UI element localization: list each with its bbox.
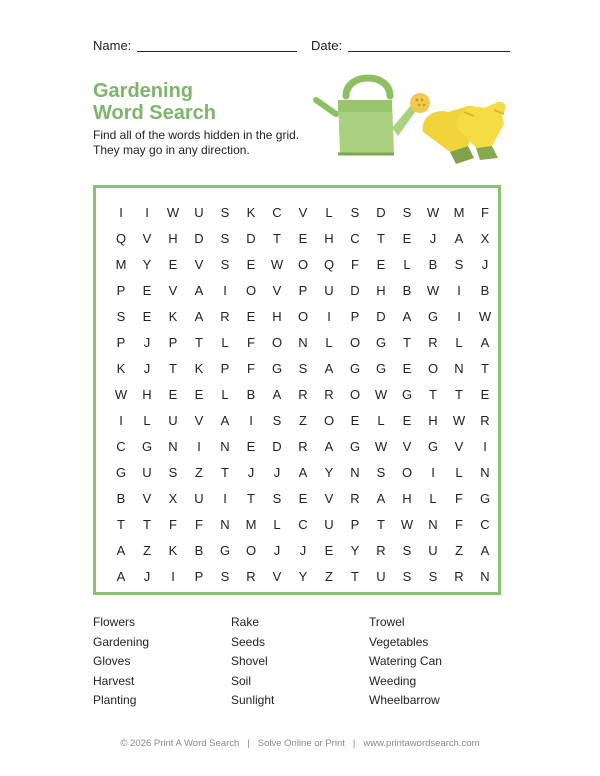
- grid-cell[interactable]: H: [142, 387, 152, 402]
- grid-cell[interactable]: I: [249, 413, 253, 428]
- grid-cell[interactable]: I: [431, 465, 435, 480]
- grid-cell[interactable]: A: [194, 283, 204, 298]
- word-list-item: Sunlight: [231, 693, 275, 707]
- grid-cell[interactable]: O: [349, 335, 361, 350]
- grid-cell[interactable]: L: [403, 257, 411, 272]
- grid-cell[interactable]: I: [327, 309, 331, 324]
- grid-cell[interactable]: U: [324, 517, 334, 532]
- grid-cell[interactable]: G: [479, 491, 491, 506]
- grid-cell[interactable]: T: [429, 387, 437, 402]
- grid-cell[interactable]: S: [428, 569, 438, 584]
- grid-cell[interactable]: E: [376, 257, 386, 272]
- grid-cell[interactable]: N: [298, 335, 308, 350]
- grid-cell[interactable]: A: [298, 465, 308, 480]
- grid-cell[interactable]: Y: [350, 543, 360, 558]
- grid-cell[interactable]: S: [220, 231, 230, 246]
- grid-cell[interactable]: Q: [115, 231, 127, 246]
- grid-cell[interactable]: T: [273, 231, 281, 246]
- grid-cell[interactable]: R: [480, 413, 490, 428]
- grid-cell[interactable]: G: [375, 361, 387, 376]
- grid-cell[interactable]: R: [324, 387, 334, 402]
- grid-row: [108, 564, 498, 590]
- grid-cell[interactable]: S: [402, 569, 412, 584]
- date-line: [348, 51, 510, 52]
- grid-cell[interactable]: D: [350, 283, 360, 298]
- grid-cell[interactable]: L: [455, 335, 463, 350]
- word-column: [369, 613, 499, 711]
- grid-cell[interactable]: R: [220, 309, 230, 324]
- grid-cell[interactable]: S: [402, 543, 412, 558]
- grid-cell[interactable]: V: [142, 491, 152, 506]
- name-line: [137, 51, 297, 52]
- grid-cell[interactable]: P: [350, 309, 360, 324]
- grid-cell[interactable]: J: [143, 335, 151, 350]
- grid-cell[interactable]: O: [245, 543, 257, 558]
- grid-cell[interactable]: V: [402, 439, 412, 454]
- grid-cell[interactable]: L: [377, 413, 385, 428]
- grid-cell[interactable]: N: [220, 517, 230, 532]
- grid-cell[interactable]: C: [480, 517, 490, 532]
- grid-cell[interactable]: F: [455, 491, 463, 506]
- grid-cell[interactable]: C: [298, 517, 308, 532]
- grid-cell[interactable]: A: [454, 231, 464, 246]
- grid-cell[interactable]: P: [298, 283, 308, 298]
- grid-cell[interactable]: L: [273, 517, 281, 532]
- grid-cell[interactable]: Q: [323, 257, 335, 272]
- word-list-item: Weeding: [369, 673, 417, 688]
- grid-cell[interactable]: U: [428, 543, 438, 558]
- grid-cell[interactable]: E: [402, 413, 412, 428]
- grid-cell[interactable]: W: [452, 413, 466, 428]
- word-list-item: Gloves: [93, 654, 131, 668]
- grid-cell[interactable]: P: [116, 335, 126, 350]
- grid-cell[interactable]: G: [349, 361, 361, 376]
- grid-cell[interactable]: P: [116, 283, 126, 298]
- grid-cell[interactable]: R: [454, 569, 464, 584]
- grid-cell[interactable]: W: [374, 439, 388, 454]
- grid-cell[interactable]: P: [194, 569, 204, 584]
- grid-cell[interactable]: I: [457, 309, 461, 324]
- instructions-line-2: They may go in any direction.: [93, 143, 250, 157]
- grid-cell[interactable]: H: [376, 283, 386, 298]
- grid-cell[interactable]: E: [246, 309, 256, 324]
- grid-cell[interactable]: O: [427, 361, 439, 376]
- grid-cell[interactable]: B: [402, 283, 412, 298]
- word-column: [93, 613, 223, 711]
- grid-row: [108, 226, 498, 252]
- grid-cell[interactable]: Z: [325, 569, 333, 584]
- grid-cell[interactable]: T: [403, 335, 411, 350]
- grid-cell[interactable]: D: [194, 231, 204, 246]
- grid-cell[interactable]: S: [272, 413, 282, 428]
- grid-cell[interactable]: X: [480, 231, 490, 246]
- grid-cell[interactable]: A: [376, 491, 386, 506]
- grid-cell[interactable]: D: [376, 205, 386, 220]
- grid-cell[interactable]: V: [194, 413, 204, 428]
- grid-cell[interactable]: W: [400, 517, 414, 532]
- grid-cell[interactable]: W: [166, 205, 180, 220]
- grid-cell[interactable]: I: [197, 439, 201, 454]
- word-list-item: Watering Can: [369, 654, 442, 668]
- grid-cell[interactable]: B: [246, 387, 256, 402]
- word-column: [231, 613, 361, 711]
- grid-cell[interactable]: K: [246, 205, 256, 220]
- grid-cell[interactable]: T: [455, 387, 463, 402]
- grid-cell[interactable]: N: [168, 439, 178, 454]
- grid-cell[interactable]: E: [246, 257, 256, 272]
- grid-cell[interactable]: S: [272, 491, 282, 506]
- grid-cell[interactable]: G: [427, 439, 439, 454]
- grid-cell[interactable]: E: [402, 231, 412, 246]
- grid-cell[interactable]: N: [454, 361, 464, 376]
- grid-cell[interactable]: L: [325, 205, 333, 220]
- grid-cell[interactable]: O: [297, 257, 309, 272]
- grid-cell[interactable]: P: [220, 361, 230, 376]
- grid-cell[interactable]: L: [221, 387, 229, 402]
- grid-cell[interactable]: C: [272, 205, 282, 220]
- grid-cell[interactable]: T: [117, 517, 125, 532]
- grid-cell[interactable]: A: [480, 543, 490, 558]
- grid-cell[interactable]: J: [143, 569, 151, 584]
- word-list-item: Planting: [93, 693, 137, 707]
- grid-cell[interactable]: U: [142, 465, 152, 480]
- grid-row: [108, 408, 498, 434]
- grid-row: [108, 486, 498, 512]
- grid-cell[interactable]: V: [454, 439, 464, 454]
- grid-cell[interactable]: V: [142, 231, 152, 246]
- word-list-item: Gardening: [93, 634, 150, 649]
- grid-cell[interactable]: V: [298, 205, 308, 220]
- grid-cell[interactable]: T: [377, 231, 385, 246]
- grid-cell[interactable]: V: [194, 257, 204, 272]
- grid-cell[interactable]: A: [116, 543, 126, 558]
- grid-cell[interactable]: I: [457, 283, 461, 298]
- grid-cell[interactable]: J: [481, 257, 489, 272]
- grid-row: [108, 252, 498, 278]
- footer-site[interactable]: www.printawordsearch.com: [363, 738, 480, 749]
- page-title: [93, 80, 216, 124]
- date-field: [311, 38, 510, 53]
- grid-cell[interactable]: S: [376, 465, 386, 480]
- grid-cell[interactable]: V: [168, 283, 178, 298]
- grid-cell[interactable]: J: [273, 465, 281, 480]
- date-label: Date:: [311, 38, 343, 53]
- grid-cell[interactable]: E: [298, 491, 308, 506]
- grid-cell[interactable]: F: [247, 361, 255, 376]
- instructions-line-1: Find all of the words hidden in the grid.: [93, 128, 300, 142]
- grid-cell[interactable]: O: [401, 465, 413, 480]
- grid-cell[interactable]: A: [324, 439, 334, 454]
- grid-cell[interactable]: W: [270, 257, 284, 272]
- grid-cell[interactable]: W: [426, 205, 440, 220]
- grid-cell[interactable]: G: [427, 309, 439, 324]
- grid-cell[interactable]: C: [350, 231, 360, 246]
- grid-cell[interactable]: V: [324, 491, 334, 506]
- word-search-grid: [93, 185, 501, 595]
- grid-cell[interactable]: S: [220, 205, 230, 220]
- grid-row: [108, 330, 498, 356]
- grid-cell[interactable]: H: [272, 309, 282, 324]
- grid-cell[interactable]: L: [325, 335, 333, 350]
- grid-cell[interactable]: I: [145, 205, 149, 220]
- title-line-2: Word Search: [93, 102, 216, 124]
- grid-cell[interactable]: S: [220, 257, 230, 272]
- grid-cell[interactable]: I: [119, 205, 123, 220]
- grid-cell[interactable]: E: [142, 309, 152, 324]
- grid-cell[interactable]: Y: [324, 465, 334, 480]
- grid-cell[interactable]: M: [115, 257, 127, 272]
- grid-cell[interactable]: E: [246, 439, 256, 454]
- word-list-item: Shovel: [231, 654, 268, 668]
- grid-cell[interactable]: E: [298, 231, 308, 246]
- grid-cell[interactable]: K: [194, 361, 204, 376]
- instructions: [93, 128, 299, 158]
- grid-cell[interactable]: E: [194, 387, 204, 402]
- grid-cell[interactable]: A: [402, 309, 412, 324]
- grid-cell[interactable]: K: [116, 361, 126, 376]
- grid-cell[interactable]: B: [428, 257, 438, 272]
- grid-cell[interactable]: N: [480, 569, 490, 584]
- grid-cell[interactable]: X: [168, 491, 178, 506]
- grid-cell[interactable]: E: [402, 361, 412, 376]
- grid-cell[interactable]: Z: [195, 465, 203, 480]
- grid-cell[interactable]: T: [247, 491, 255, 506]
- grid-cell[interactable]: J: [143, 361, 151, 376]
- grid-cell[interactable]: F: [195, 517, 203, 532]
- grid-cell[interactable]: O: [297, 309, 309, 324]
- grid-cell[interactable]: V: [272, 569, 282, 584]
- grid-cell[interactable]: T: [221, 465, 229, 480]
- word-list-item: Vegetables: [369, 634, 429, 649]
- grid-row: [108, 382, 498, 408]
- grid-cell[interactable]: D: [376, 309, 386, 324]
- grid-cell[interactable]: O: [323, 413, 335, 428]
- grid-cell[interactable]: Y: [298, 569, 308, 584]
- grid-cell[interactable]: A: [324, 361, 334, 376]
- footer-separator-1: |: [247, 738, 250, 749]
- grid-cell[interactable]: U: [324, 283, 334, 298]
- grid-cell[interactable]: N: [480, 465, 490, 480]
- grid-cell[interactable]: U: [168, 413, 178, 428]
- grid-cell[interactable]: H: [324, 231, 334, 246]
- grid-cell[interactable]: O: [271, 335, 283, 350]
- grid-cell[interactable]: T: [195, 335, 203, 350]
- grid-cell[interactable]: O: [349, 387, 361, 402]
- grid-cell[interactable]: F: [481, 205, 489, 220]
- grid-cell[interactable]: F: [351, 257, 359, 272]
- grid-cell[interactable]: V: [272, 283, 282, 298]
- grid-cell[interactable]: W: [114, 387, 128, 402]
- gardening-gloves-icon: [423, 102, 506, 164]
- grid-cell[interactable]: Z: [455, 543, 463, 558]
- grid-cell[interactable]: M: [245, 517, 257, 532]
- grid-row: [108, 356, 498, 382]
- footer-tagline: Solve Online or Print: [257, 738, 345, 749]
- grid-cell[interactable]: R: [376, 543, 386, 558]
- grid-row: [108, 460, 498, 486]
- grid-cell[interactable]: E: [350, 413, 360, 428]
- grid-row: [108, 512, 498, 538]
- grid-cell[interactable]: E: [168, 387, 178, 402]
- gardening-illustration: [308, 70, 513, 170]
- word-list-item: Harvest: [93, 673, 135, 688]
- grid-cell[interactable]: Y: [142, 257, 152, 272]
- grid-cell[interactable]: B: [480, 283, 490, 298]
- grid-cell[interactable]: H: [428, 413, 438, 428]
- grid-cell[interactable]: O: [245, 283, 257, 298]
- grid-cell[interactable]: S: [116, 309, 126, 324]
- grid-cell[interactable]: T: [143, 517, 151, 532]
- grid-cell[interactable]: J: [299, 543, 307, 558]
- grid-cell[interactable]: W: [478, 309, 492, 324]
- grid-row: [108, 434, 498, 460]
- grid-cell[interactable]: F: [169, 517, 177, 532]
- grid-cell[interactable]: R: [246, 569, 256, 584]
- grid-cell[interactable]: I: [483, 439, 487, 454]
- grid-cell[interactable]: W: [426, 283, 440, 298]
- grid-cell[interactable]: L: [221, 335, 229, 350]
- grid-cell[interactable]: A: [480, 335, 490, 350]
- grid-row: [108, 278, 498, 304]
- grid-cell[interactable]: A: [272, 387, 282, 402]
- grid-cell[interactable]: S: [168, 465, 178, 480]
- grid-cell[interactable]: S: [402, 205, 412, 220]
- grid-cell[interactable]: S: [220, 569, 230, 584]
- grid-cell[interactable]: I: [223, 491, 227, 506]
- grid-cell[interactable]: U: [376, 569, 386, 584]
- grid-cell[interactable]: K: [168, 543, 178, 558]
- grid-cell[interactable]: N: [220, 439, 230, 454]
- footer: [0, 738, 600, 749]
- footer-separator-2: |: [352, 738, 356, 749]
- grid-cell[interactable]: J: [247, 465, 255, 480]
- name-label: Name:: [93, 38, 132, 53]
- grid-cell[interactable]: E: [480, 387, 490, 402]
- grid-cell[interactable]: I: [119, 413, 123, 428]
- name-field: [93, 38, 297, 53]
- grid-cell[interactable]: N: [428, 517, 438, 532]
- grid-cell[interactable]: T: [481, 361, 489, 376]
- word-list-item: Rake: [231, 615, 260, 629]
- grid-cell[interactable]: I: [223, 283, 227, 298]
- grid-cell[interactable]: R: [428, 335, 438, 350]
- grid-cell[interactable]: P: [350, 517, 360, 532]
- grid-cell[interactable]: L: [143, 413, 151, 428]
- grid-row: [108, 538, 498, 564]
- grid-cell[interactable]: S: [298, 361, 308, 376]
- grid-cell[interactable]: U: [194, 491, 204, 506]
- grid-cell[interactable]: P: [168, 335, 178, 350]
- grid-cell[interactable]: Z: [143, 543, 151, 558]
- grid-cell[interactable]: N: [350, 465, 360, 480]
- grid-cell[interactable]: A: [220, 413, 230, 428]
- grid-cell[interactable]: Z: [299, 413, 307, 428]
- grid-cell[interactable]: B: [194, 543, 204, 558]
- grid-cell[interactable]: L: [429, 491, 437, 506]
- watering-can-icon: [316, 78, 430, 154]
- letter-grid: [108, 200, 498, 590]
- grid-cell[interactable]: S: [454, 257, 464, 272]
- grid-cell[interactable]: G: [115, 465, 127, 480]
- word-list-item: Seeds: [231, 634, 266, 649]
- grid-cell[interactable]: E: [324, 543, 334, 558]
- grid-row: [108, 304, 498, 330]
- word-list-item: Flowers: [93, 615, 136, 629]
- grid-cell[interactable]: R: [350, 491, 360, 506]
- grid-cell[interactable]: G: [349, 439, 361, 454]
- grid-cell[interactable]: H: [402, 491, 412, 506]
- word-list-item: Trowel: [369, 615, 405, 629]
- grid-cell[interactable]: E: [142, 283, 152, 298]
- grid-cell[interactable]: D: [272, 439, 282, 454]
- grid-cell[interactable]: M: [453, 205, 465, 220]
- grid-cell[interactable]: C: [116, 439, 126, 454]
- grid-cell[interactable]: I: [171, 569, 175, 584]
- grid-cell[interactable]: T: [169, 361, 177, 376]
- grid-cell[interactable]: G: [141, 439, 153, 454]
- grid-cell[interactable]: T: [377, 517, 385, 532]
- word-list-item: Wheelbarrow: [369, 693, 440, 707]
- grid-cell[interactable]: K: [168, 309, 178, 324]
- title-line-1: Gardening: [93, 80, 194, 102]
- grid-cell[interactable]: H: [168, 231, 178, 246]
- grid-cell[interactable]: A: [116, 569, 126, 584]
- grid-cell[interactable]: T: [351, 569, 359, 584]
- grid-cell[interactable]: S: [350, 205, 360, 220]
- grid-cell[interactable]: R: [298, 387, 308, 402]
- grid-cell[interactable]: F: [455, 517, 463, 532]
- grid-cell[interactable]: G: [271, 361, 283, 376]
- grid-cell[interactable]: L: [455, 465, 463, 480]
- grid-cell[interactable]: G: [401, 387, 413, 402]
- grid-cell[interactable]: W: [374, 387, 388, 402]
- footer-copyright: © 2026 Print A Word Search: [120, 738, 240, 749]
- grid-cell[interactable]: G: [375, 335, 387, 350]
- grid-cell[interactable]: J: [429, 231, 437, 246]
- grid-cell[interactable]: B: [116, 491, 126, 506]
- grid-cell[interactable]: D: [246, 231, 256, 246]
- grid-cell[interactable]: F: [247, 335, 255, 350]
- grid-cell[interactable]: G: [219, 543, 231, 558]
- grid-cell[interactable]: A: [194, 309, 204, 324]
- word-list-item: Soil: [231, 673, 252, 688]
- grid-cell[interactable]: U: [194, 205, 204, 220]
- grid-row: [108, 200, 498, 226]
- grid-cell[interactable]: J: [273, 543, 281, 558]
- grid-cell[interactable]: E: [168, 257, 178, 272]
- grid-cell[interactable]: R: [298, 439, 308, 454]
